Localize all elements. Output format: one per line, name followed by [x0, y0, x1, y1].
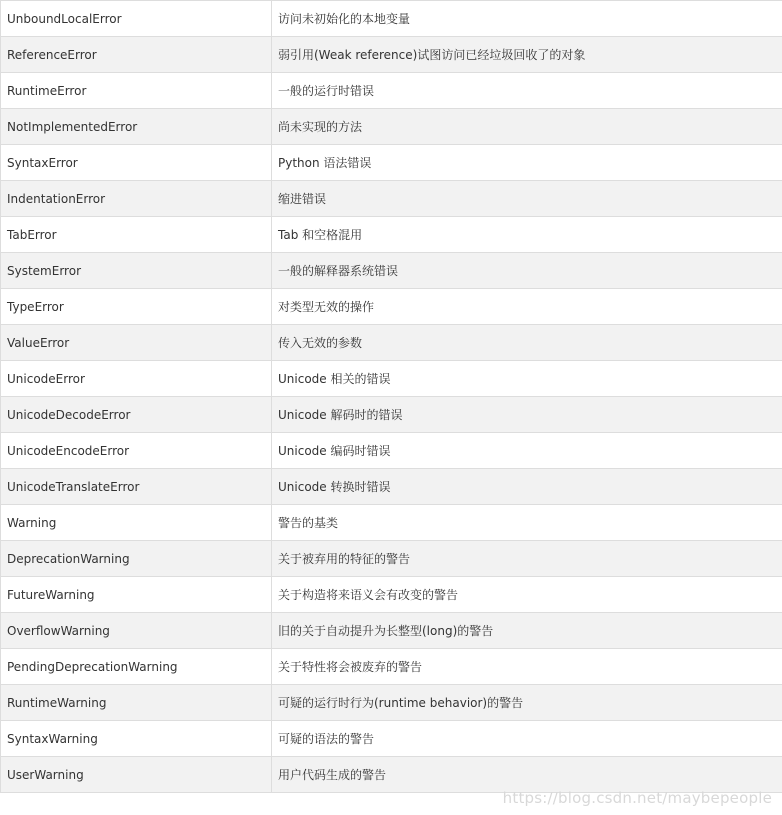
- table-row: [1, 649, 782, 685]
- table-row: [1, 685, 782, 721]
- exception-name-cell: FutureWarning: [1, 577, 272, 613]
- table-row: [1, 217, 782, 253]
- watermark-text: https://blog.csdn.net/maybepeople: [502, 789, 772, 807]
- exception-desc-cell: 可疑的运行时行为(runtime behavior)的警告: [272, 685, 782, 721]
- table-row: [1, 505, 782, 541]
- exception-desc-cell: 对类型无效的操作: [272, 289, 782, 325]
- exception-name-cell: PendingDeprecationWarning: [1, 649, 272, 685]
- exception-name-cell: UnicodeEncodeError: [1, 433, 272, 469]
- exception-name-cell: OverflowWarning: [1, 613, 272, 649]
- exception-desc-cell: Unicode 相关的错误: [272, 361, 782, 397]
- exception-desc-cell: 关于构造将来语义会有改变的警告: [272, 577, 782, 613]
- exception-name-cell: UnboundLocalError: [1, 1, 272, 37]
- table-row: [1, 541, 782, 577]
- table-row: [1, 253, 782, 289]
- exception-name-cell: ReferenceError: [1, 37, 272, 73]
- table-row: [1, 757, 782, 793]
- table-row: [1, 1, 782, 37]
- table-row: [1, 361, 782, 397]
- exception-desc-cell: Unicode 解码时的错误: [272, 397, 782, 433]
- exception-name-cell: DeprecationWarning: [1, 541, 272, 577]
- exception-name-cell: TabError: [1, 217, 272, 253]
- table-row: [1, 73, 782, 109]
- exception-desc-cell: 关于特性将会被废弃的警告: [272, 649, 782, 685]
- table-row: [1, 577, 782, 613]
- exception-desc-cell: 尚未实现的方法: [272, 109, 782, 145]
- exception-desc-cell: Python 语法错误: [272, 145, 782, 181]
- table-row: [1, 469, 782, 505]
- table-row: [1, 325, 782, 361]
- exception-name-cell: NotImplementedError: [1, 109, 272, 145]
- table-row: [1, 721, 782, 757]
- exception-name-cell: UserWarning: [1, 757, 272, 793]
- exception-desc-cell: Unicode 转换时错误: [272, 469, 782, 505]
- table-row: [1, 37, 782, 73]
- exception-desc-cell: 访问未初始化的本地变量: [272, 1, 782, 37]
- exception-name-cell: SystemError: [1, 253, 272, 289]
- exception-desc-cell: 缩进错误: [272, 181, 782, 217]
- table-row: [1, 433, 782, 469]
- exception-name-cell: IndentationError: [1, 181, 272, 217]
- exception-name-cell: Warning: [1, 505, 272, 541]
- exception-desc-cell: 一般的运行时错误: [272, 73, 782, 109]
- table-row: [1, 289, 782, 325]
- table-row: [1, 613, 782, 649]
- table-row: [1, 145, 782, 181]
- exception-name-cell: TypeError: [1, 289, 272, 325]
- exception-name-cell: UnicodeDecodeError: [1, 397, 272, 433]
- exception-name-cell: UnicodeTranslateError: [1, 469, 272, 505]
- exception-name-cell: SyntaxError: [1, 145, 272, 181]
- table-row: [1, 181, 782, 217]
- exception-desc-cell: 旧的关于自动提升为长整型(long)的警告: [272, 613, 782, 649]
- table-row: [1, 397, 782, 433]
- exception-desc-cell: 可疑的语法的警告: [272, 721, 782, 757]
- exception-desc-cell: 传入无效的参数: [272, 325, 782, 361]
- exception-name-cell: RuntimeError: [1, 73, 272, 109]
- exception-name-cell: RuntimeWarning: [1, 685, 272, 721]
- exception-table-body: [1, 1, 782, 793]
- exception-name-cell: SyntaxWarning: [1, 721, 272, 757]
- exception-desc-cell: 警告的基类: [272, 505, 782, 541]
- exception-desc-cell: 一般的解释器系统错误: [272, 253, 782, 289]
- exception-desc-cell: 关于被弃用的特征的警告: [272, 541, 782, 577]
- exception-desc-cell: 弱引用(Weak reference)试图访问已经垃圾回收了的对象: [272, 37, 782, 73]
- exception-name-cell: ValueError: [1, 325, 272, 361]
- exception-name-cell: UnicodeError: [1, 361, 272, 397]
- table-row: [1, 109, 782, 145]
- exception-desc-cell: Tab 和空格混用: [272, 217, 782, 253]
- exception-desc-cell: 用户代码生成的警告: [272, 757, 782, 793]
- exception-desc-cell: Unicode 编码时错误: [272, 433, 782, 469]
